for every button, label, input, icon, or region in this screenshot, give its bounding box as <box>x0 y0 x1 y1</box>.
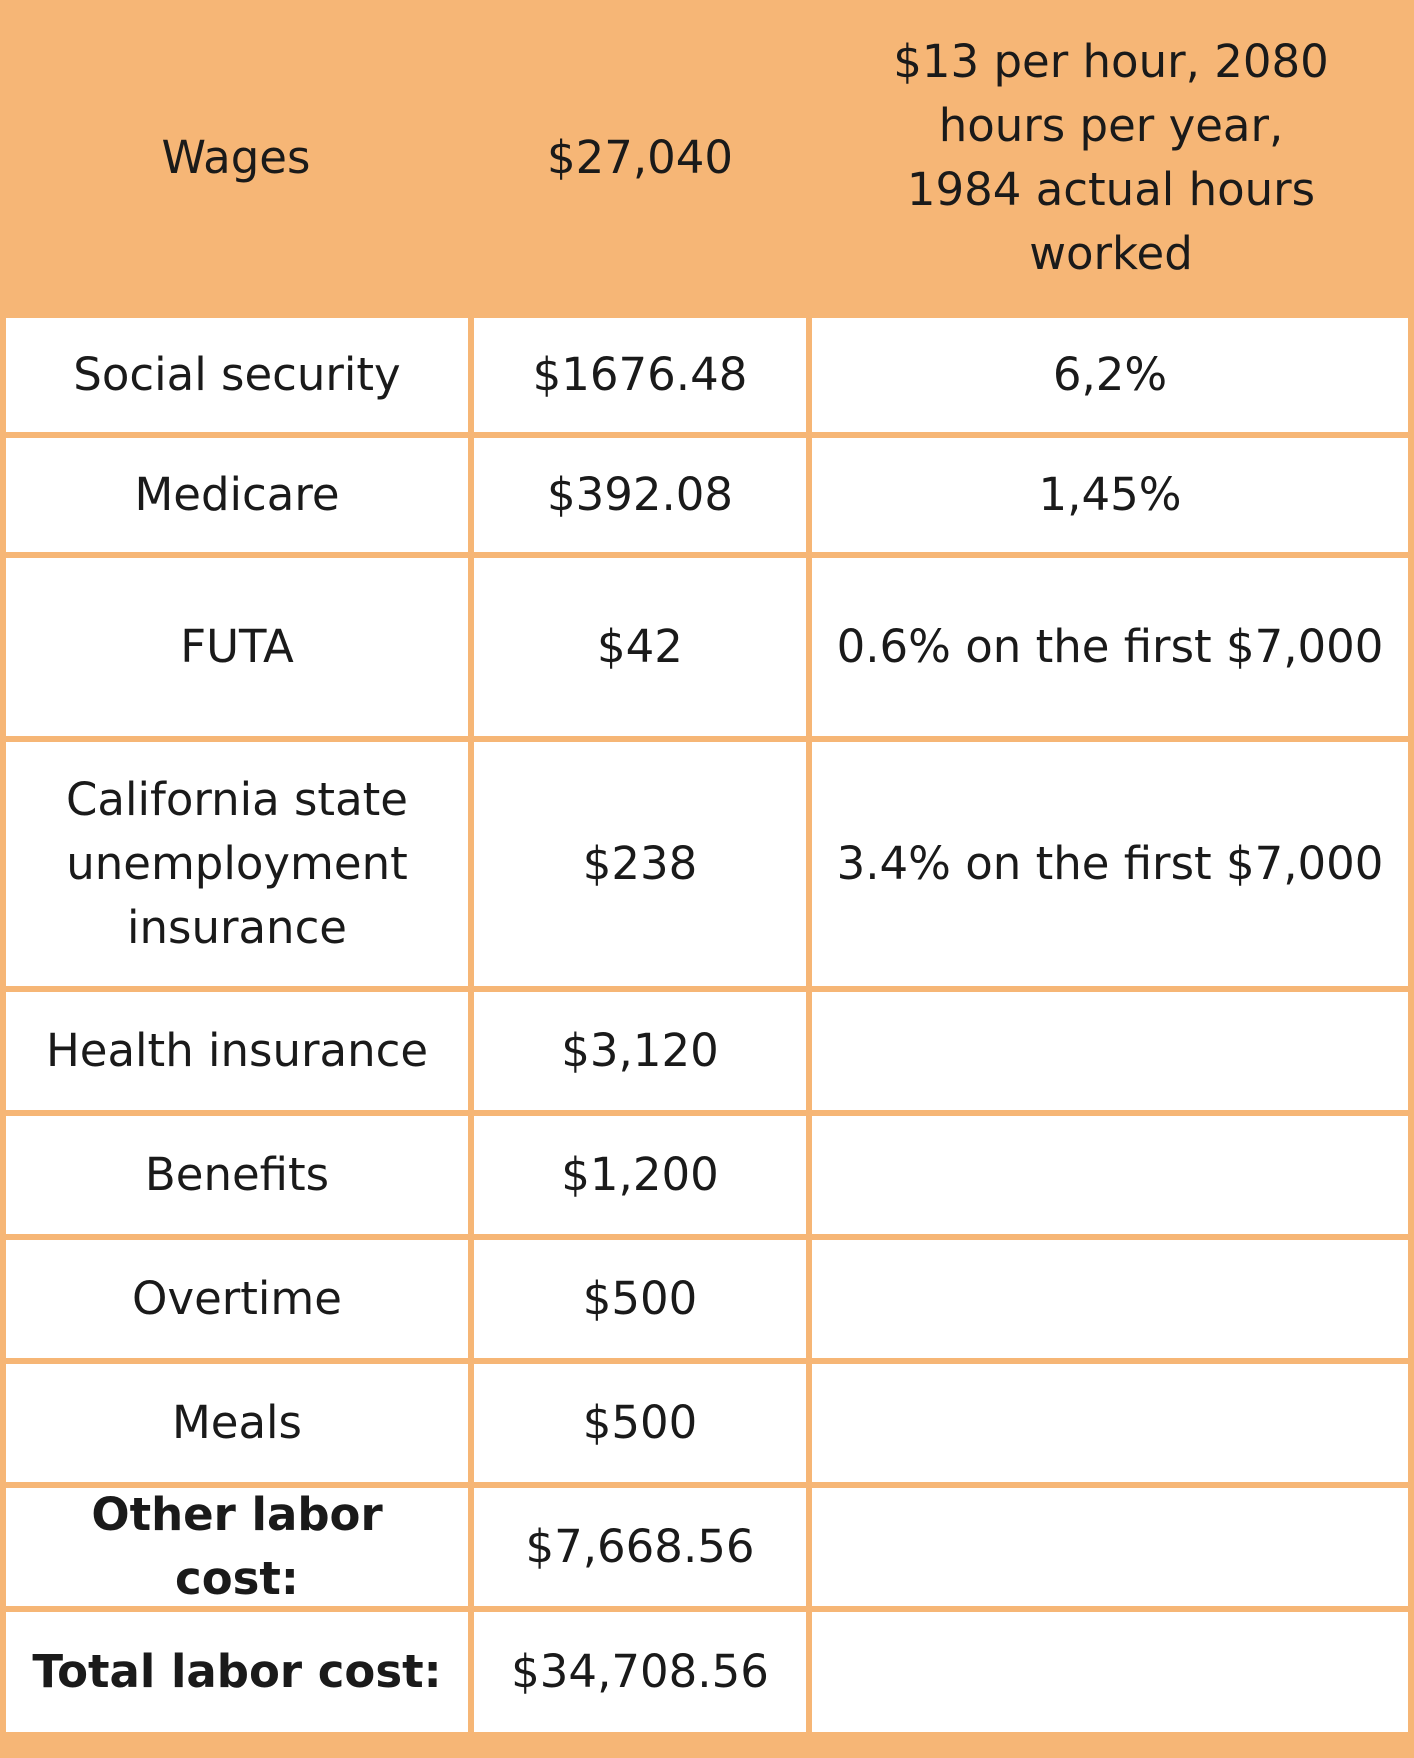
row-label: Medicare <box>6 438 468 552</box>
row-amount: $34,708.56 <box>474 1612 806 1732</box>
row-note: 1,45% <box>812 438 1408 552</box>
row-amount: $7,668.56 <box>474 1488 806 1606</box>
row-label: California state unemployment insurance <box>6 742 468 986</box>
header-label: Wages <box>161 131 311 184</box>
row-label: Social security <box>6 318 468 432</box>
row-note: 0.6% on the first $7,000 <box>812 558 1408 736</box>
row-amount: $42 <box>474 558 806 736</box>
row-amount: $500 <box>474 1364 806 1482</box>
row-label: Health insurance <box>6 992 468 1110</box>
row-label: Meals <box>6 1364 468 1482</box>
row-note <box>812 1240 1408 1358</box>
header-amount: $27,040 <box>546 131 734 184</box>
row-note <box>812 1364 1408 1482</box>
row-amount: $392.08 <box>474 438 806 552</box>
row-amount: $500 <box>474 1240 806 1358</box>
row-note <box>812 1116 1408 1234</box>
row-amount: $1676.48 <box>474 318 806 432</box>
row-label-other-labor-cost: Other labor cost: <box>6 1488 468 1606</box>
row-amount: $238 <box>474 742 806 986</box>
header-note: $13 per hour, 2080 hours per year, 1984 actual hours worked <box>893 35 1329 280</box>
row-label: FUTA <box>6 558 468 736</box>
row-label: Benefits <box>6 1116 468 1234</box>
row-note <box>812 1612 1408 1732</box>
row-note: 6,2% <box>812 318 1408 432</box>
row-amount: $3,120 <box>474 992 806 1110</box>
row-note: 3.4% on the first $7,000 <box>812 742 1408 986</box>
row-note <box>812 1488 1408 1606</box>
row-note <box>812 992 1408 1110</box>
row-label-total-labor-cost: Total labor cost: <box>6 1612 468 1732</box>
row-amount: $1,200 <box>474 1116 806 1234</box>
row-label: Overtime <box>6 1240 468 1358</box>
header-row <box>0 0 1414 316</box>
